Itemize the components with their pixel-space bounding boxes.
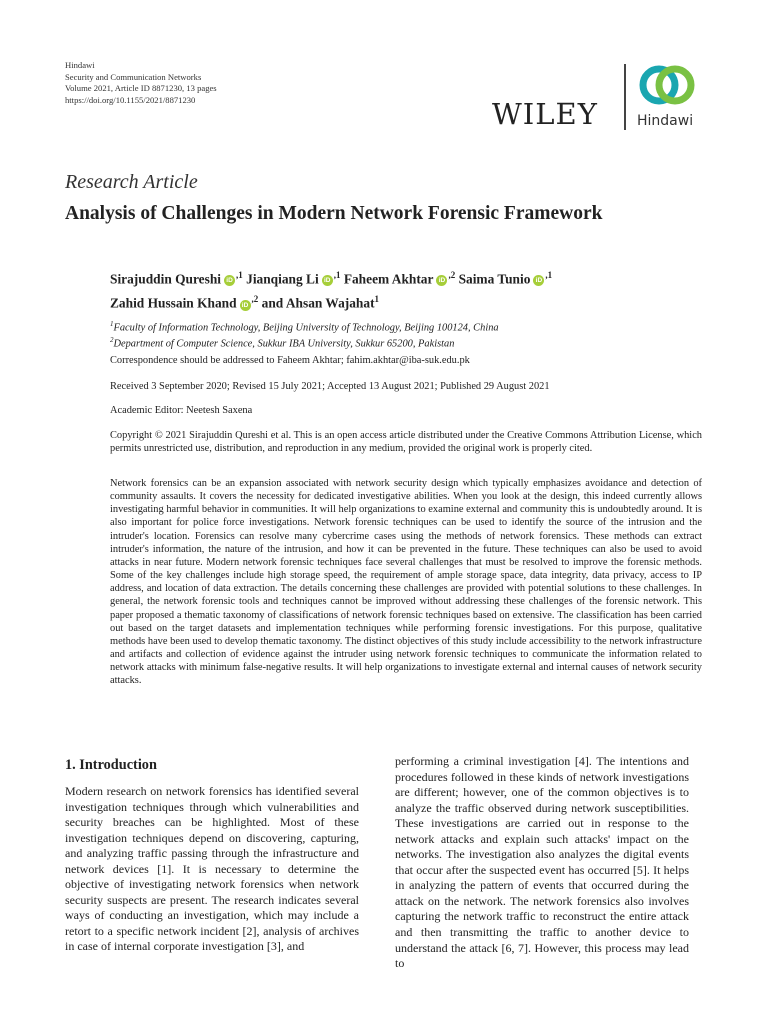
correspondence: Correspondence should be addressed to Faheem Akhtar; fahim.akhtar@iba-suk.edu.pk [110, 355, 470, 366]
wiley-logo: WILEY [492, 97, 598, 131]
journal-name: Security and Communication Networks [65, 71, 202, 82]
hindawi-logo-text: Hindawi [637, 113, 694, 129]
affiliation-marker: ,1 [545, 270, 553, 280]
logo-divider [624, 64, 626, 130]
affiliation-marker: ,1 [333, 270, 341, 280]
affiliation-marker: 1 [374, 294, 380, 305]
author-name: Jianqiang Li [246, 271, 319, 287]
author-name: Saima Tunio [458, 271, 531, 287]
affiliation-2: Department of Computer Science, Sukkur IBA University, Sukkur 65200, Pakistan [113, 338, 455, 350]
orcid-icon[interactable]: iD [436, 275, 447, 286]
author-conjunction: and [261, 295, 286, 311]
journal-header [65, 60, 217, 106]
affiliation-1: Faculty of Information Technology, Beijing University of Technology, Beijing 100124, China [113, 322, 499, 334]
affiliation-number: 1 [110, 320, 114, 328]
section-heading: 1. Introduction [65, 757, 157, 773]
abstract: Network forensics can be an expansion associated with network security design which typically emphasizes avoidance and detection of community assaults. It covers the necessity for dedicated investigative abilities. When you look at the design, this indeed currently allows investigating harmful behavior in communities. It will help organizations to examine external and community this is undoubtedly around. It is also important for police force investigations. Network forensic techniques can be used to identify the source of the intrusion and the intruder's location. Forensics can resolve many cybercrime cases using the methods of network forensics. These methods can extract intruder's information, the nature of the intrusion, and how it can be prevented in the future. These techniques can also be used to avoid attacks in near future. Modern network forensic techniques face several challenges that must be resolved to improve the forensic methods. Some of the key challenges include high storage speed, the requirement of ample storage space, data integrity, data privacy, access to IP address, and location of data extraction. The details concerning these challenges are provided with potential solutions to these challenges. In general, the network forensic tools and techniques cannot be improved without addressing these challenges of the forensic network. This paper proposed a thematic taxonomy of classifications of network forensic techniques based on extensive. The classification has been carried out based on the target datasets and implementation techniques while performing forensic investigations. For this purpose, qualitative methods have been used to develop thematic taxonomy. The distinct objectives of this study include accessibility to the network infrastructure and artifacts and collection of evidence against the intruder using network forensic techniques to communicate the information related to network attacks with minimum false-negative results. It will help organizations to investigate external and internal causes of network security attacks. [110, 478, 702, 687]
volume-info: Volume 2021, Article ID 8871230, 13 pages [65, 83, 217, 93]
publication-dates: Received 3 September 2020; Revised 15 July 2021; Accepted 13 August 2021; Published 29 August 2021 [110, 381, 550, 392]
orcid-icon[interactable]: iD [240, 300, 251, 311]
author-name: Ahsan Wajahat [285, 295, 375, 311]
doi-link[interactable]: https://doi.org/10.1155/2021/8871230 [65, 94, 196, 105]
author-list [110, 265, 710, 314]
copyright-notice: Copyright © 2021 Sirajuddin Qureshi et al. This is an open access article distributed under the Creative Commons Attribution License, which permits unrestricted use, distribution, and reproduction in any medium, provided the original work is properly cited. [110, 430, 702, 454]
academic-editor: Academic Editor: Neetesh Saxena [110, 405, 253, 416]
affiliations [110, 318, 499, 351]
article-type: Research Article [65, 171, 198, 193]
publisher-name: Hindawi [65, 60, 95, 70]
hindawi-logo-icon [637, 62, 697, 110]
affiliation-marker: ,2 [251, 294, 259, 305]
affiliation-number: 2 [110, 336, 114, 345]
author-name: Faheem Akhtar [343, 271, 434, 287]
affiliation-marker: ,1 [236, 270, 243, 280]
orcid-icon[interactable]: iD [322, 275, 333, 286]
author-name: Zahid Hussain Khand [110, 295, 237, 311]
author-name: Sirajuddin Qureshi [110, 271, 222, 287]
orcid-icon[interactable]: iD [224, 275, 235, 286]
affiliation-marker: ,2 [448, 270, 456, 280]
body-column-left: Modern research on network forensics has identified several investigation techniques through which vulnerabilities and security breaches can be highlighted. Most of these investigation techniques depend on discovering, capturing, and analyzing traffic passing through the infrastructure and network devices [1]. It is necessary to determine the objective of investigating network forensics when network security suspects are present. The research indicates several ways of conducting an investigation, which may include a retort to a specific network incident [2], analysis of archives in case of internal corporate investigation [3], and [65, 784, 359, 954]
paper-title: Analysis of Challenges in Modern Network Forensic Framework [65, 203, 603, 224]
body-column-right: performing a criminal investigation [4]. The intentions and procedures followed in these kinds of network investigations are different; however, one of the common objectives is to analyze the traffic observed during network susceptibilities. These investigations are carried out in response to the network attacks and explain such attacks' impact on the networks. The investigation also analyzes the digital events that occur after the suspected event has occurred [5]. It helps in analyzing the pattern of events that occurred during the attack on the network. The network forensics also involves capturing the network traffic to reconstruct the entire attack and then transmitting the traffic to another device to understand the attack [6, 7]. However, this process may lead to [395, 754, 689, 971]
orcid-icon[interactable]: iD [533, 275, 544, 286]
